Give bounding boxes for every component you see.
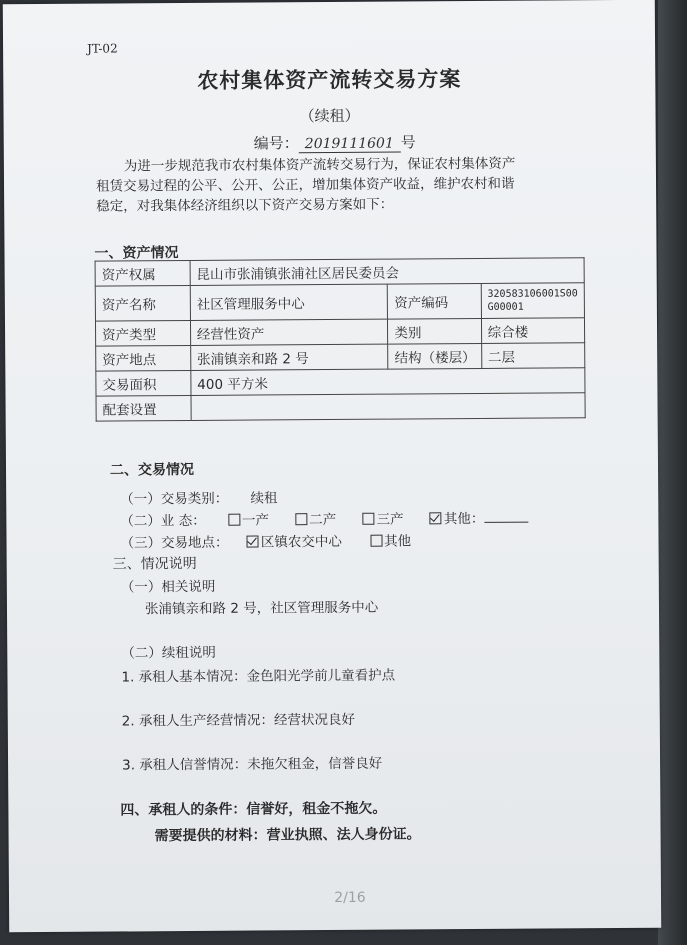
intro-line: 稳定，对我集体经济组织以下资产交易方案如下： (96, 196, 394, 215)
document-number (254, 131, 416, 153)
industry-label: （二）业 态： (120, 512, 206, 530)
table-row (95, 258, 584, 286)
owner-label: 资产权属 (95, 260, 190, 286)
number-handwritten: 2019111601 (299, 136, 401, 154)
location-value: 张浦镇亲和路 2 号 (190, 344, 388, 370)
code-label: 资产编码 (388, 283, 482, 319)
name-value: 社区管理服务中心 (190, 284, 388, 320)
sub-heading-renewal: （二）续租说明 (121, 644, 216, 662)
renewal-item-3: 3. 承租人信誉情况：未拖欠租金，信誉良好 (122, 755, 383, 774)
asset-table (95, 257, 586, 421)
area-label: 交易面积 (96, 370, 191, 396)
facilities-value (191, 393, 585, 421)
checkbox-icon (363, 513, 375, 525)
checkbox-icon (228, 514, 240, 526)
page-title: 农村集体资产流转交易方案 (197, 67, 462, 93)
table-row (95, 318, 584, 346)
section-heading-conditions: 四、承租人的条件：信誉好，租金不拖欠。 (120, 800, 387, 819)
place-row (120, 529, 411, 551)
fill-in-blank (484, 522, 528, 523)
category-value: 综合楼 (481, 318, 584, 344)
structure-label: 结构（楼层） (388, 343, 482, 369)
table-row (96, 368, 585, 396)
intro-line: 租赁交易过程的公平、公开、公正，增加集体资产收益，维护农村和谐 (95, 175, 515, 195)
checkbox-icon (295, 513, 307, 525)
industry-option-label: 其他： (443, 510, 485, 528)
structure-value: 二层 (481, 343, 584, 369)
place-label: （三）交易地点： (120, 534, 229, 552)
code-value-line: 320583106001S00 (487, 288, 578, 300)
name-label: 资产名称 (95, 285, 190, 321)
checkbox-icon (370, 535, 382, 547)
code-value (481, 283, 585, 319)
category-label: 类别 (388, 318, 482, 344)
transaction-category-label: （一）交易类别： (120, 490, 229, 508)
renewal-item-1: 1. 承租人基本情况：金色阳光学前儿童看护点 (121, 667, 396, 686)
table-row (95, 283, 584, 321)
place-option-label: 区镇农交中心 (260, 533, 342, 551)
place-option-center (247, 534, 342, 551)
facilities-label: 配套设置 (96, 395, 191, 421)
number-suffix: 号 (400, 133, 416, 152)
related-text: 张浦镇亲和路 2 号，社区管理服务中心 (144, 599, 379, 618)
section-heading-transaction: 二、交易情况 (109, 461, 195, 479)
place-option-label: 其他 (384, 533, 412, 550)
checkbox-checked-icon (247, 536, 259, 548)
type-value: 经营性资产 (190, 319, 388, 345)
background-edge (658, 0, 687, 945)
type-label: 资产类型 (95, 320, 190, 346)
industry-option-secondary (295, 512, 336, 528)
location-label: 资产地点 (96, 345, 191, 371)
place-option-other (370, 533, 411, 549)
section-heading-explanation: 三、情况说明 (112, 555, 197, 573)
transaction-category-value: 续租 (250, 490, 278, 507)
code-value-line: G00001 (487, 301, 524, 313)
owner-value: 昆山市张浦镇张浦社区居民委员会 (190, 258, 584, 286)
sub-heading-related: （一）相关说明 (120, 578, 216, 596)
industry-option-label: 三产 (376, 511, 404, 528)
industry-option-label: 一产 (241, 512, 270, 529)
number-label: 编号： (253, 134, 299, 153)
document-page (3, 0, 661, 932)
industry-row (120, 507, 528, 530)
section-heading-assets: 一、资产情况 (94, 245, 179, 262)
industry-option-primary (228, 512, 269, 528)
required-materials: 需要提供的材料：营业执照、法人身份证。 (154, 826, 421, 845)
table-row (96, 393, 585, 421)
intro-line: 为进一步规范我市农村集体资产流转交易行为，保证农村集体资产 (123, 155, 516, 175)
industry-option-tertiary (363, 512, 404, 528)
page-indicator: 2/16 (334, 890, 366, 906)
area-value: 400 平方米 (191, 368, 585, 396)
table-row (96, 343, 585, 371)
form-code: JT-02 (87, 41, 118, 56)
renewal-item-2: 2. 承租人生产经营情况：经营状况良好 (121, 711, 356, 730)
industry-option-other (430, 511, 529, 528)
page-subtitle: （续租） (299, 106, 360, 126)
checkbox-checked-icon (430, 512, 442, 524)
intro-paragraph (96, 153, 566, 216)
industry-option-label: 二产 (309, 511, 337, 529)
transaction-category-row (120, 486, 277, 507)
